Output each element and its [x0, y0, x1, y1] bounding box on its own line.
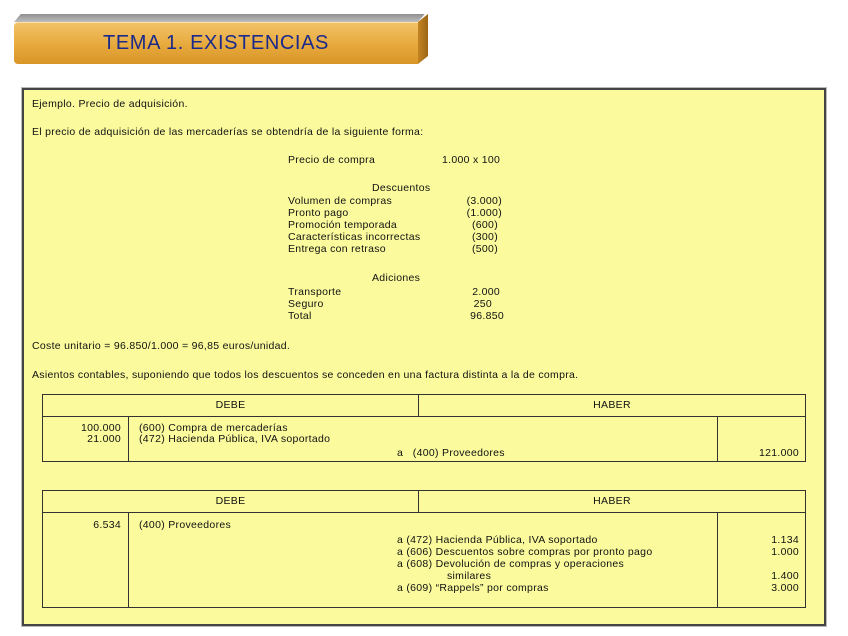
descuento-value: (3.000) — [466, 195, 502, 207]
total-label: Total — [288, 310, 312, 322]
journal-entry-table-1 — [42, 394, 806, 462]
descuento-label: Promoción temporada — [288, 219, 398, 231]
debe-header: DEBE — [43, 491, 419, 513]
title-banner — [14, 14, 418, 64]
haber-header: HABER — [419, 395, 805, 417]
total-value: 96.850 — [470, 310, 504, 322]
credit-amount: 1.000 — [771, 546, 799, 558]
adicion-value: 2.000 — [472, 286, 500, 298]
credit-account-continuation: similares — [447, 570, 492, 582]
adicion-label: Transporte — [288, 286, 342, 298]
precio-value: 1.000 x 100 — [442, 154, 501, 166]
debit-account: (400) Proveedores — [139, 519, 232, 531]
column-divider — [717, 417, 718, 461]
adicion-label: Seguro — [288, 298, 324, 310]
debit-amount: 6.534 — [93, 519, 121, 531]
column-divider — [128, 513, 129, 607]
debit-account: (600) Compra de mercaderías — [139, 422, 288, 434]
descuento-label: Volumen de compras — [288, 195, 393, 207]
credit-amount: 3.000 — [771, 582, 799, 594]
column-divider — [128, 417, 129, 461]
credit-account: a (606) Descuentos sobre compras por pronto pago — [397, 546, 653, 558]
banner-top-bevel — [14, 14, 425, 22]
descuento-label: Pronto pago — [288, 207, 349, 219]
debit-account: (472) Hacienda Pública, IVA soportado — [139, 433, 331, 445]
credit-amount: 1.134 — [771, 534, 799, 546]
credit-account: a (609) “Rappels” por compras — [397, 582, 549, 594]
descuento-value: (600) — [471, 219, 498, 231]
coste-unitario: Coste unitario = 96.850/1.000 = 96,85 euros/unidad. — [32, 340, 291, 352]
column-divider — [717, 513, 718, 607]
asientos-text: Asientos contables, suponiendo que todos los descuentos se conceden en una factura distinta a la de compra. — [32, 369, 579, 381]
adiciones-title: Adiciones — [372, 272, 421, 284]
descuento-value: (500) — [471, 243, 498, 255]
debit-amount: 21.000 — [87, 433, 121, 445]
credit-amount: 1.400 — [771, 570, 799, 582]
credit-amount: 121.000 — [758, 447, 799, 459]
credit-account: a (608) Devolución de compras y operaciones — [397, 558, 625, 570]
haber-header: HABER — [419, 491, 805, 513]
example-panel — [22, 88, 826, 626]
intro-heading: Ejemplo. Precio de adquisición. — [32, 98, 188, 110]
descuentos-title: Descuentos — [372, 182, 431, 194]
adicion-value: 250 — [473, 298, 492, 310]
journal-entry-table-2 — [42, 490, 806, 608]
debe-header: DEBE — [43, 395, 419, 417]
banner-side-bevel — [418, 14, 428, 64]
credit-account: a (400) Proveedores — [397, 447, 505, 459]
descuento-label: Características incorrectas — [288, 231, 421, 243]
intro-text: El precio de adquisición de las mercaderías se obtendría de la siguiente forma: — [32, 126, 424, 138]
credit-account: a (472) Hacienda Pública, IVA soportado — [397, 534, 598, 546]
descuento-value: (300) — [471, 231, 498, 243]
precio-label: Precio de compra — [288, 154, 376, 166]
debit-amount: 100.000 — [80, 422, 121, 434]
descuento-label: Entrega con retraso — [288, 243, 386, 255]
page-title: TEMA 1. EXISTENCIAS — [103, 32, 329, 54]
descuento-value: (1.000) — [466, 207, 502, 219]
